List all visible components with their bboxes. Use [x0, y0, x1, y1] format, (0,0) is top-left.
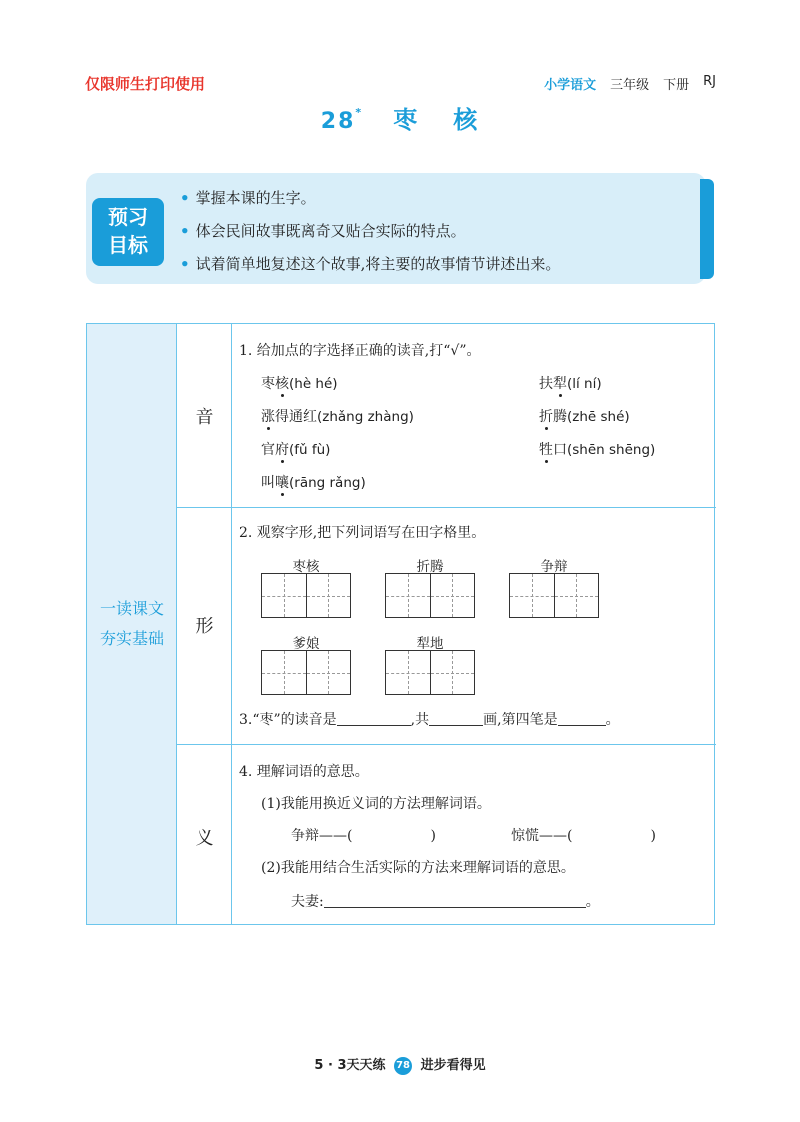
category-meaning: 义 [195, 828, 214, 849]
section-column [87, 324, 177, 924]
word-caption: 争辩 [540, 559, 568, 575]
q4-word-2: 惊慌——( ) [511, 828, 656, 844]
grade-label: 三年级 [610, 78, 650, 93]
edition-label: RJ [703, 74, 716, 89]
q3-line [239, 709, 620, 729]
q1-item: 涨得通红(zhǎng zhàng) [261, 409, 414, 425]
writing-grid[interactable] [509, 573, 599, 618]
q3-text: 。 [605, 712, 620, 728]
preview-panel-edge [700, 179, 714, 279]
writing-grid[interactable] [385, 650, 475, 695]
q4-sub2: (2)我能用结合生活实际的方法来理解词语的意思。 [261, 860, 575, 876]
q1-item: 牲口(shēn shēng) [539, 442, 656, 458]
lesson-title [0, 100, 800, 135]
q4-prompt: 4. 理解词语的意思。 [239, 764, 369, 780]
answer-blank[interactable] [429, 711, 483, 726]
footer-slogan: 进步看得见 [420, 1058, 486, 1073]
q1-item: 扶犁(lí ní) [539, 376, 602, 392]
bullet-icon: • [180, 222, 190, 240]
category-shape: 形 [195, 616, 214, 637]
row-divider [177, 744, 716, 745]
q3-text: ,共 [410, 712, 430, 728]
q1-item: 官府(fǔ fù) [261, 442, 331, 458]
goal-item [180, 217, 560, 250]
word-caption: 枣核 [292, 559, 320, 575]
badge-line-2: 目标 [108, 233, 148, 257]
badge-line-1: 预习 [108, 205, 148, 229]
section-label-line-2: 夯实基础 [99, 629, 164, 648]
bullet-icon: • [180, 189, 190, 207]
writing-grid[interactable] [261, 573, 351, 618]
title-char-1: 枣 [393, 106, 420, 134]
footer-brand: 5 · 3天天练 [314, 1058, 386, 1073]
writing-grid[interactable] [261, 650, 351, 695]
term-label: 下册 [663, 78, 690, 93]
word-caption: 犁地 [416, 636, 444, 652]
q1-prompt: 1. 给加点的字选择正确的读音,打“√”。 [239, 343, 481, 359]
section-label [87, 594, 177, 654]
answer-blank[interactable] [324, 893, 586, 908]
category-column [177, 324, 232, 924]
word-caption: 爹娘 [292, 636, 320, 652]
subject-label: 小学语文 [544, 78, 597, 93]
word-caption: 折腾 [416, 559, 444, 575]
row-divider [177, 507, 716, 508]
page-number: 78 [394, 1057, 412, 1075]
q4-word-3: 夫妻: 。 [291, 894, 600, 910]
preview-goals-badge [92, 198, 164, 266]
q3-text: 画,第四笔是 [483, 712, 558, 728]
q2-prompt: 2. 观察字形,把下列词语写在田字格里。 [239, 525, 486, 541]
print-note: 仅限师生打印使用 [85, 75, 206, 93]
book-info [544, 74, 716, 93]
q1-item: 折腾(zhē shé) [539, 409, 630, 425]
answer-blank[interactable] [337, 711, 411, 726]
goal-item [180, 250, 560, 283]
title-char-2: 核 [453, 106, 480, 134]
goal-list [180, 184, 560, 283]
exercise-table [86, 323, 715, 925]
answer-blank[interactable] [558, 711, 606, 726]
bullet-icon: • [180, 255, 190, 273]
category-sound: 音 [195, 407, 214, 428]
page-footer [0, 1054, 800, 1075]
q3-text: 3.“枣”的读音是 [239, 712, 337, 728]
section-label-line-1: 一读课文 [99, 599, 164, 618]
goal-text: 试着简单地复述这个故事,将主要的故事情节讲述出来。 [195, 255, 561, 273]
writing-grid[interactable] [385, 573, 475, 618]
goal-text: 掌握本课的生字。 [195, 189, 316, 207]
goal-text: 体会民间故事既离奇又贴合实际的特点。 [195, 222, 466, 240]
q1-item: 枣核(hè hé) [261, 376, 338, 392]
q4-word-1: 争辩——( ) [291, 828, 436, 844]
lesson-number: 28 [320, 109, 356, 134]
lesson-mark: * [355, 106, 364, 119]
q1-item: 叫嚷(rāng rǎng) [261, 475, 366, 491]
q4-sub1: (1)我能用换近义词的方法理解词语。 [261, 796, 491, 812]
goal-item [180, 184, 560, 217]
